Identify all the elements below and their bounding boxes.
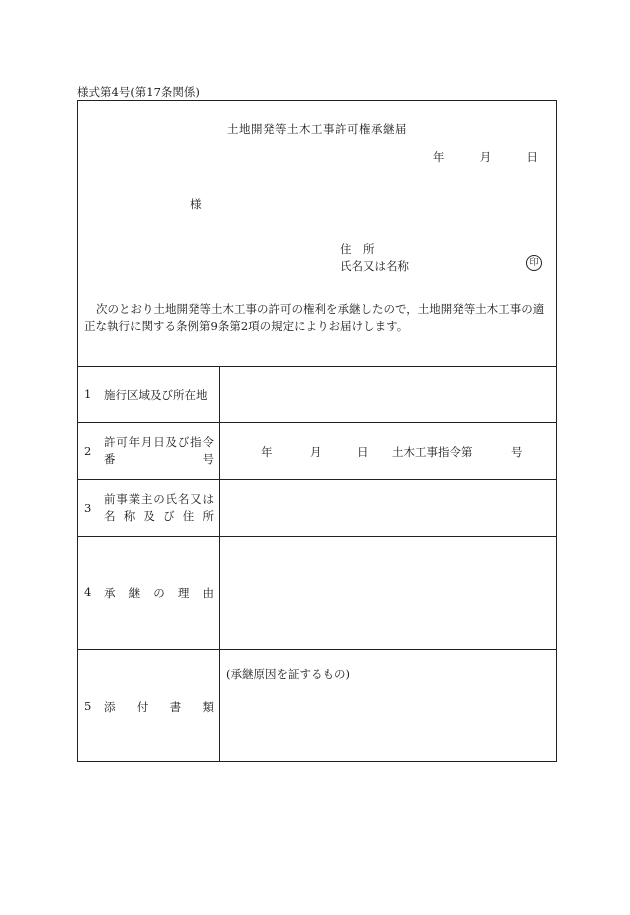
permit-year: 年 — [261, 445, 273, 459]
row-label-reason: 承継の理由 — [104, 586, 214, 600]
form-number: 様式第4号(第17条関係) — [77, 85, 200, 99]
date-year: 年 — [432, 150, 445, 164]
permit-month: 月 — [310, 445, 322, 459]
seal-mark: 印 — [526, 255, 542, 271]
declaration-text: 次のとおり土地開発等土木工事の許可の権利を承継したので，土地開発等土木工事の適正な執行に関する条例第9条第2項の規定によりお届けします。 — [84, 302, 545, 333]
row-number: 1 — [84, 387, 92, 401]
table-divider — [78, 422, 556, 423]
table-divider — [78, 479, 556, 480]
form-frame — [77, 100, 557, 762]
row-label-site: 施行区域及び所在地 — [104, 388, 208, 402]
table-divider — [78, 366, 556, 367]
date-month: 月 — [479, 150, 492, 164]
permit-order-prefix: 土木工事指令第 — [392, 445, 473, 459]
row-number: 3 — [84, 501, 92, 515]
addressee-suffix: 様 — [190, 197, 202, 211]
row-number: 2 — [84, 444, 92, 458]
address-label: 住 所 — [340, 242, 375, 256]
name-label: 氏名又は名称 — [340, 259, 409, 273]
attachment-note: (承継原因を証するもの) — [226, 667, 350, 681]
table-divider — [78, 536, 556, 537]
table-column-divider — [219, 366, 220, 761]
row-label-previous-owner: 前事業主の氏名又は — [104, 492, 214, 506]
row-label-previous-owner-line2: 名称及び住所 — [104, 509, 214, 523]
form-title: 土地開発等土木工事許可権承継届 — [227, 122, 407, 136]
permit-day: 日 — [357, 445, 369, 459]
permit-order-suffix: 号 — [511, 445, 523, 459]
submission-date — [433, 149, 538, 165]
row-label-permit: 許可年月日及び指令 — [104, 435, 214, 449]
row-number: 5 — [84, 699, 92, 713]
row-label-attachments: 添付書類 — [104, 700, 214, 714]
row-number: 4 — [84, 585, 92, 599]
row-label-permit-line2: 番 号 — [104, 452, 214, 466]
date-day: 日 — [526, 150, 538, 164]
table-divider — [78, 649, 556, 650]
